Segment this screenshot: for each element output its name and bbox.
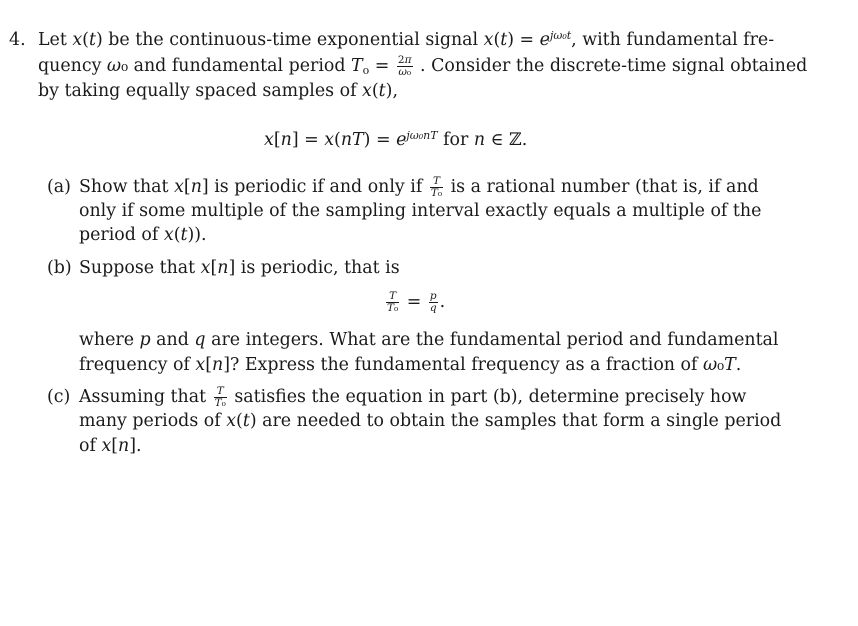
part-b-line-1: Suppose that x[n] is periodic, that is xyxy=(79,258,400,278)
part-b-line-3: where p and q are integers. What are the fundamental period and fundamental xyxy=(79,330,779,350)
t-over-t0-fraction: $\frac{T}{\text{T₀}}$ xyxy=(430,175,443,199)
part-a-label: (a) xyxy=(47,177,71,197)
part-b-line-4: frequency of x[n]? Express the fundamental frequency as a fraction of ω₀T. xyxy=(79,355,742,375)
part-a-line-1: Show that x[n] is periodic if and only if $\frac{T}{\text{T₀}}$ is a rational number (that is, if and xyxy=(79,175,759,199)
part-b-label: (b) xyxy=(47,258,72,278)
part-c-line-2: many periods of x(t) are needed to obtain the samples that form a single period xyxy=(79,411,782,431)
two-pi-over-omega-fraction: $\frac{2\pi}{\text{ω₀}}$ xyxy=(397,54,412,78)
part-c-label: (c) xyxy=(47,387,71,407)
intro-line-1: Let x(t) be the continuous-time exponential signal $x(t) = e^{j\omega_0t}$, with fundamental fre- xyxy=(38,29,775,50)
part-c-line-3: of x[n]. xyxy=(79,436,142,456)
sampled-equation: $x[n] = x(nT) = e^{j\omega_0nT}$ for n ∈ ℤ. xyxy=(264,129,528,150)
part-a-line-2: only if some multiple of the sampling interval exactly equals a multiple of the xyxy=(79,201,762,221)
part-b-ratio-equation: $\frac{T}{\text{T₀}}$ = $\frac{p}{q}$ . xyxy=(387,290,446,314)
intro-line-2: quency ω₀ and fundamental period $T_o$ = $\frac{2\pi}{\text{ω₀}}$ . Consider the discrete-time signal obtained xyxy=(38,54,808,78)
part-a-line-3: period of x(t)). xyxy=(79,225,207,245)
problem-number: 4. xyxy=(9,30,26,50)
part-c-line-1: Assuming that $\frac{T}{\text{T₀}}$ satisfies the equation in part (b), determine precisely how xyxy=(79,385,747,409)
intro-line-3: by taking equally spaced samples of x(t), xyxy=(38,81,398,101)
